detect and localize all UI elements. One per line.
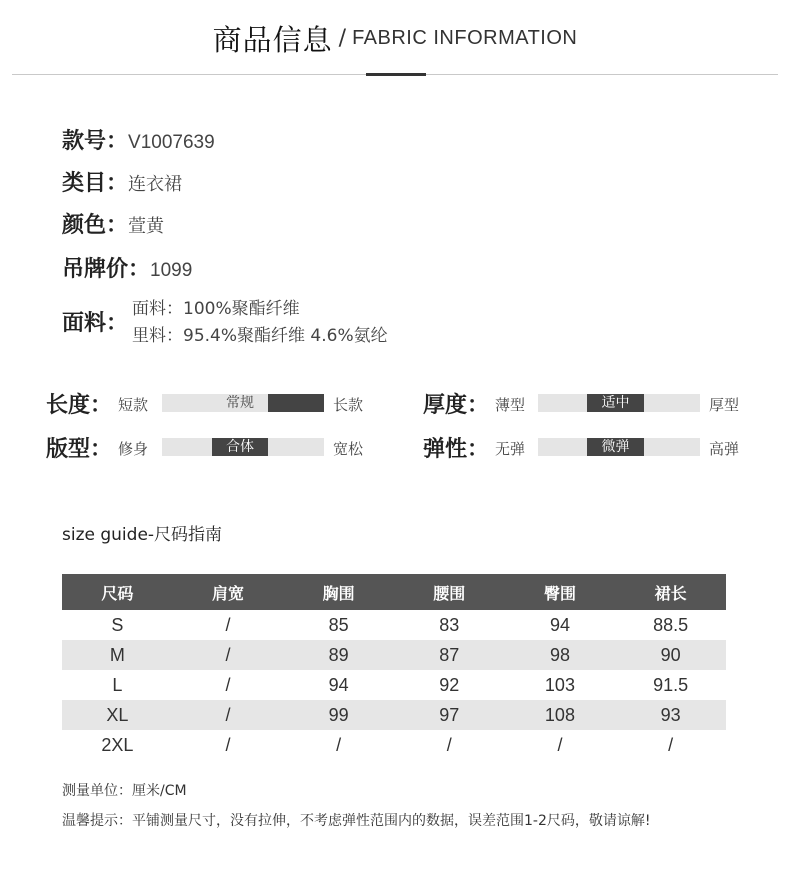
size-guide-title: size guide-尺码指南 bbox=[62, 525, 223, 545]
info-fabric bbox=[62, 306, 128, 337]
cell-shoulder: / bbox=[173, 640, 284, 670]
info-style-no bbox=[62, 124, 215, 155]
tag-price-label: 吊牌价： bbox=[62, 257, 151, 282]
table-row bbox=[62, 640, 726, 670]
elasticity-scale-right: 高弹 bbox=[709, 440, 740, 458]
tag-price-value: 1099 bbox=[150, 260, 193, 281]
cell-hip: 98 bbox=[505, 640, 616, 670]
measurement-tip-note: 温馨提示：平铺测量尺寸，没有拉伸，不考虑弹性范围内的数据，误差范围1-2尺码，敬请谅解! bbox=[62, 813, 651, 829]
elasticity-scale-bar bbox=[538, 438, 700, 456]
thickness-scale-label: 厚度： bbox=[423, 393, 490, 418]
size-table-header-row bbox=[62, 574, 726, 610]
fabric-lining: 里料：95.4%聚酯纤维 4.6%氨纶 bbox=[132, 326, 388, 346]
cell-hip: / bbox=[557, 734, 563, 755]
cell-size: S bbox=[111, 614, 124, 635]
fit-scale-mid: 合体 bbox=[212, 438, 268, 456]
cell-size: 2XL bbox=[101, 734, 134, 755]
cell-hip: 94 bbox=[549, 614, 570, 635]
cell-shoulder: / bbox=[225, 674, 231, 695]
fit-scale-right: 宽松 bbox=[333, 440, 364, 458]
elasticity-scale-label: 弹性： bbox=[423, 437, 490, 462]
style-no-label: 款号： bbox=[62, 129, 129, 154]
header-title-cn: 商品信息 bbox=[212, 23, 333, 57]
info-color bbox=[62, 208, 164, 239]
header-separator: / bbox=[338, 26, 347, 51]
cell-waist: 92 bbox=[439, 674, 460, 695]
fabric-shell: 面料：100%聚酯纤维 bbox=[132, 299, 300, 319]
cell-waist: 83 bbox=[439, 614, 460, 635]
fit-scale-bar bbox=[162, 438, 324, 456]
thickness-scale-right: 厚型 bbox=[709, 396, 740, 414]
cell-skirt-length: 88.5 bbox=[653, 614, 689, 635]
cell-waist: 87 bbox=[394, 640, 505, 670]
fabric-label: 面料： bbox=[62, 311, 129, 336]
thickness-scale-bar bbox=[538, 394, 700, 412]
fit-scale-left: 修身 bbox=[118, 440, 149, 458]
color-label: 颜色： bbox=[62, 213, 129, 238]
size-table bbox=[62, 574, 726, 760]
cell-bust: / bbox=[336, 734, 342, 755]
cell-shoulder: / bbox=[173, 700, 284, 730]
section-header bbox=[0, 18, 790, 59]
length-scale-left: 短款 bbox=[118, 396, 149, 414]
cell-waist: / bbox=[446, 734, 452, 755]
cell-skirt-length: 90 bbox=[615, 640, 726, 670]
cell-size: M bbox=[62, 640, 173, 670]
thickness-scale-left: 薄型 bbox=[495, 396, 526, 414]
col-shoulder: 肩宽 bbox=[173, 574, 284, 610]
header-accent-bar bbox=[366, 73, 426, 76]
elasticity-scale-mid: 微弹 bbox=[587, 438, 644, 456]
category-value: 连衣裙 bbox=[128, 174, 183, 195]
cell-size: XL bbox=[62, 700, 173, 730]
thickness-scale-mid: 适中 bbox=[587, 394, 644, 412]
cell-skirt-length: 91.5 bbox=[653, 674, 689, 695]
cell-shoulder: / bbox=[225, 614, 231, 635]
cell-bust: 94 bbox=[328, 674, 349, 695]
header-title-en: FABRIC INFORMATION bbox=[352, 27, 578, 49]
table-row bbox=[62, 670, 726, 700]
cell-skirt-length: 93 bbox=[615, 700, 726, 730]
table-row bbox=[62, 730, 726, 760]
style-no-value: V1007639 bbox=[128, 132, 215, 153]
col-hip: 臀围 bbox=[505, 574, 616, 610]
col-waist: 腰围 bbox=[394, 574, 505, 610]
category-label: 类目： bbox=[62, 171, 129, 196]
cell-bust: 85 bbox=[328, 614, 349, 635]
cell-hip: 103 bbox=[544, 674, 575, 695]
cell-size: L bbox=[112, 674, 123, 695]
length-scale-mid: 常规 bbox=[226, 395, 254, 411]
measurement-unit-note: 测量单位：厘米/CM bbox=[62, 783, 187, 799]
col-skirt-length: 裙长 bbox=[615, 574, 726, 610]
fabric-details bbox=[132, 296, 388, 350]
cell-waist: 97 bbox=[394, 700, 505, 730]
info-category bbox=[62, 166, 182, 197]
cell-skirt-length: / bbox=[668, 734, 674, 755]
elasticity-scale-left: 无弹 bbox=[495, 440, 526, 458]
info-tag-price bbox=[62, 252, 192, 283]
length-scale-label: 长度： bbox=[46, 393, 113, 418]
length-scale-right: 长款 bbox=[333, 396, 364, 414]
col-bust: 胸围 bbox=[283, 574, 394, 610]
cell-hip: 108 bbox=[505, 700, 616, 730]
color-value: 萱黄 bbox=[128, 216, 165, 237]
col-size: 尺码 bbox=[62, 574, 173, 610]
cell-shoulder: / bbox=[225, 734, 231, 755]
length-scale-indicator bbox=[268, 394, 324, 412]
table-row bbox=[62, 610, 726, 640]
cell-bust: 99 bbox=[283, 700, 394, 730]
length-scale-bar bbox=[162, 394, 324, 412]
table-row bbox=[62, 700, 726, 730]
fit-scale-label: 版型： bbox=[46, 437, 113, 462]
cell-bust: 89 bbox=[283, 640, 394, 670]
